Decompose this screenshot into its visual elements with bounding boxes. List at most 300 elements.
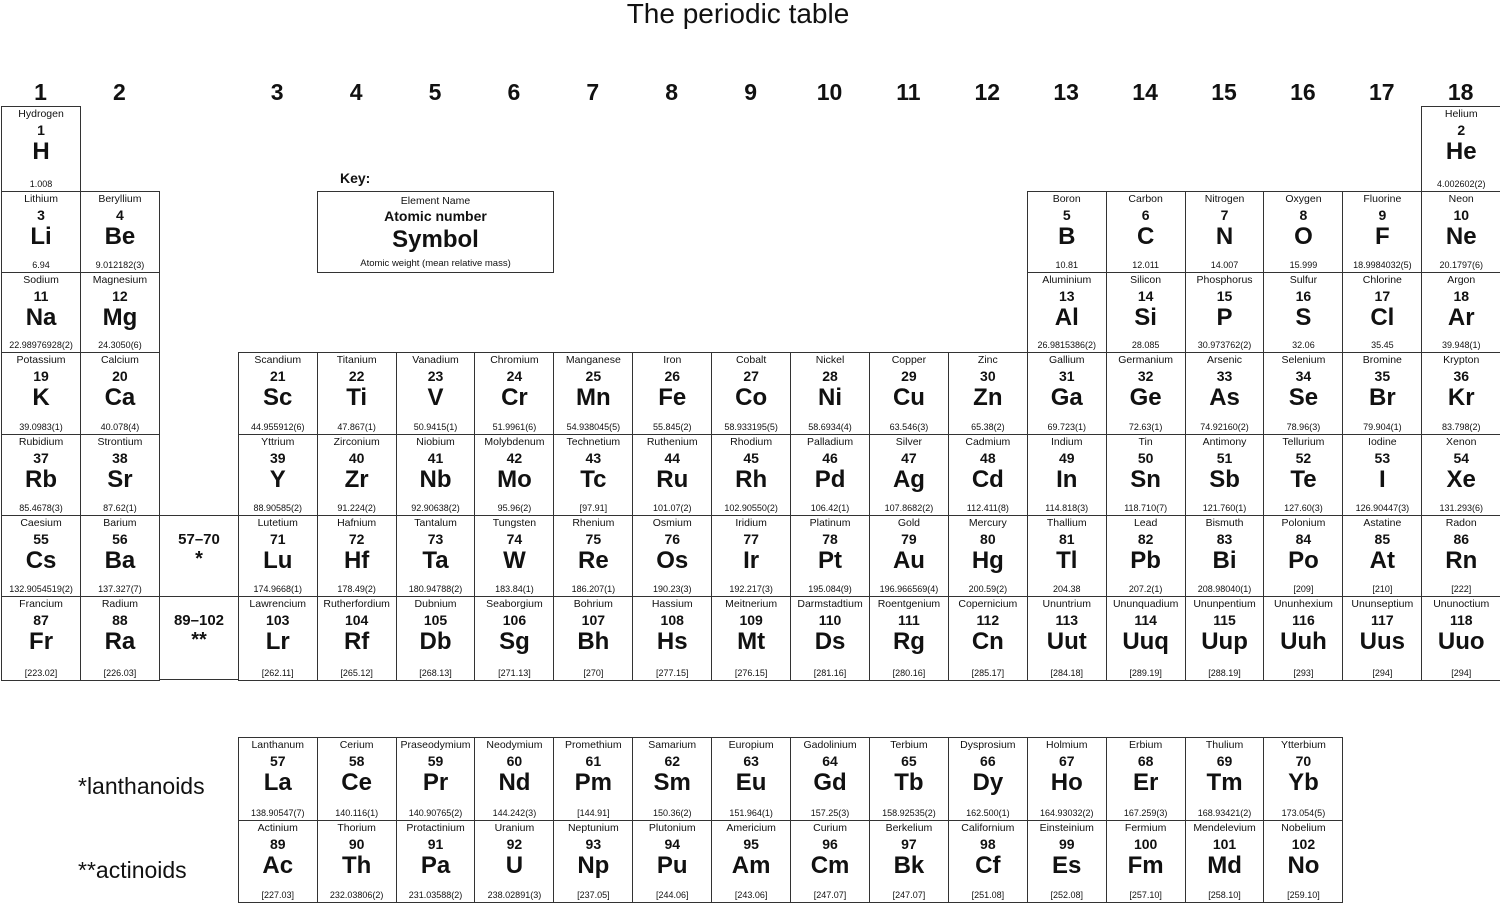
- atomic-weight: [285.17]: [971, 668, 1005, 678]
- element-name: Rubidium: [18, 436, 64, 448]
- element-la: [238, 737, 318, 821]
- element-name: Antimony: [1202, 436, 1247, 448]
- atomic-number: 68: [1137, 753, 1154, 769]
- element-f: [1342, 191, 1422, 273]
- element-ra: [80, 596, 160, 681]
- atomic-weight: 106.42(1): [810, 503, 850, 513]
- atomic-weight: 140.116(1): [335, 808, 379, 818]
- element-no: [1263, 820, 1343, 903]
- atomic-number: 108: [660, 612, 684, 628]
- element-symbol: Cr: [501, 384, 528, 411]
- atomic-weight: 55.845(2): [652, 422, 692, 432]
- element-name: Plutonium: [648, 822, 696, 834]
- atomic-number: 61: [585, 753, 602, 769]
- element-name: Rutherfordium: [323, 598, 390, 610]
- element-ge: [1106, 352, 1186, 435]
- element-symbol: Uuq: [1122, 628, 1169, 655]
- atomic-weight: [223.02]: [24, 668, 58, 678]
- element-mn: [553, 352, 633, 435]
- placeholder-star: *: [195, 548, 203, 570]
- element-symbol: Ti: [346, 384, 368, 411]
- atomic-number: 31: [1058, 368, 1075, 384]
- element-re: [553, 515, 633, 597]
- element-uus: [1342, 596, 1422, 681]
- atomic-number: 36: [1453, 368, 1470, 384]
- element-name: Gadolinium: [803, 739, 857, 751]
- atomic-number: 111: [898, 612, 920, 628]
- element-symbol: Nb: [419, 466, 452, 493]
- atomic-weight: 204.38: [1052, 584, 1081, 594]
- element-symbol: Tm: [1206, 769, 1243, 796]
- element-name: Potassium: [16, 354, 66, 366]
- atomic-number: 83: [1216, 531, 1233, 547]
- atomic-number: 5: [1062, 207, 1071, 223]
- group-number-15: 15: [1211, 79, 1237, 105]
- element-name: Zirconium: [333, 436, 380, 448]
- atomic-weight: 114.818(3): [1045, 503, 1089, 513]
- element-name: Xenon: [1446, 436, 1477, 448]
- element-name: Helium: [1444, 108, 1478, 120]
- atomic-number: 27: [743, 368, 759, 384]
- element-name: Ununquadium: [1112, 598, 1179, 610]
- element-uuh: [1263, 596, 1343, 681]
- element-i: [1342, 434, 1422, 516]
- atomic-weight: 74.92160(2): [1200, 422, 1249, 432]
- element-name: Roentgenium: [877, 598, 941, 610]
- key-symbol: Symbol: [392, 226, 479, 253]
- element-name: Darmstadtium: [797, 598, 863, 610]
- element-symbol: Ca: [104, 384, 136, 411]
- element-symbol: Rn: [1445, 547, 1478, 574]
- element-name: Gallium: [1048, 354, 1085, 366]
- element-name: Oxygen: [1285, 193, 1322, 205]
- atomic-number: 55: [33, 531, 49, 547]
- element-name: Niobium: [416, 436, 455, 448]
- atomic-weight: 157.25(3): [810, 808, 850, 818]
- atomic-number: 104: [344, 612, 369, 628]
- key-label: Key:: [340, 170, 371, 186]
- element-fe: [632, 352, 712, 435]
- element-symbol: Th: [341, 852, 372, 879]
- atomic-number: 113: [1055, 612, 1079, 628]
- atomic-weight: [271.13]: [498, 668, 531, 678]
- element-name: Bismuth: [1205, 517, 1244, 529]
- element-symbol: Zr: [344, 466, 369, 493]
- atomic-number: 72: [348, 531, 365, 547]
- element-symbol: Br: [1369, 384, 1396, 411]
- atomic-number: 80: [980, 531, 996, 547]
- atomic-number: 41: [427, 450, 444, 466]
- element-name: Tellurium: [1282, 436, 1325, 448]
- element-hg: [948, 515, 1028, 597]
- atomic-weight: 174.9668(1): [253, 584, 302, 594]
- element-symbol: Db: [419, 628, 452, 655]
- element-name: Meitnerium: [725, 598, 778, 610]
- element-symbol: Cu: [892, 384, 925, 411]
- element-cn: [948, 596, 1028, 681]
- group-number-10: 10: [816, 79, 843, 105]
- atomic-number: 82: [1137, 531, 1154, 547]
- element-symbol: I: [1379, 466, 1386, 493]
- element-he: [1421, 106, 1500, 192]
- atomic-weight: 232.03806(2): [329, 890, 384, 900]
- atomic-weight: 63.546(3): [889, 422, 929, 432]
- element-name: Mercury: [968, 517, 1007, 529]
- element-pu: [632, 820, 712, 903]
- element-name: Tantalum: [414, 517, 457, 529]
- atomic-number: 32: [1137, 368, 1154, 384]
- group-number-9: 9: [744, 79, 757, 105]
- element-si: [1106, 272, 1186, 353]
- element-name: Yttrium: [261, 436, 295, 448]
- element-tm: [1185, 737, 1265, 821]
- element-symbol: Ga: [1050, 384, 1083, 411]
- atomic-weight: 22.98976928(2): [9, 340, 73, 350]
- element-cf: [948, 820, 1028, 903]
- element-symbol: Au: [892, 547, 925, 574]
- element-symbol: No: [1287, 852, 1320, 879]
- element-symbol: Pu: [656, 852, 688, 879]
- atomic-number: 102: [1291, 836, 1316, 852]
- atomic-weight: [257.10]: [1129, 890, 1162, 900]
- atomic-weight: 91.224(2): [337, 503, 376, 513]
- element-w: [474, 515, 554, 597]
- atomic-number: 1: [37, 122, 45, 138]
- atomic-number: 69: [1216, 753, 1233, 769]
- element-name: Ununtrium: [1042, 598, 1091, 610]
- element-tl: [1027, 515, 1107, 597]
- atomic-weight: 192.217(3): [729, 584, 773, 594]
- element-symbol: Ho: [1050, 769, 1083, 796]
- atomic-weight: 39.948(1): [1441, 340, 1481, 350]
- element-name: Iridium: [735, 517, 767, 529]
- atomic-number: 87: [33, 612, 49, 628]
- atomic-weight: 83.798(2): [1441, 422, 1481, 432]
- element-symbol: Be: [104, 223, 136, 250]
- key-element-name: Element Name: [400, 195, 471, 207]
- key-atomic-number: Atomic number: [384, 208, 487, 224]
- element-mg: [80, 272, 160, 353]
- element-symbol: U: [505, 852, 524, 879]
- atomic-number: 101: [1212, 836, 1237, 852]
- group-number-3: 3: [270, 79, 284, 105]
- element-name: Selenium: [1281, 354, 1326, 366]
- group-number-5: 5: [428, 79, 442, 105]
- atomic-number: 34: [1295, 368, 1312, 384]
- atomic-number: 76: [664, 531, 681, 547]
- atomic-weight: [293]: [1293, 668, 1314, 678]
- element-symbol: S: [1295, 304, 1312, 331]
- atomic-number: 70: [1295, 753, 1312, 769]
- element-db: [396, 596, 476, 681]
- element-symbol: Rh: [735, 466, 768, 493]
- element-symbol: Ar: [1447, 304, 1475, 331]
- group-number-11: 11: [896, 79, 921, 105]
- element-name: Praseodymium: [400, 739, 471, 751]
- element-name: Astatine: [1363, 517, 1402, 529]
- element-symbol: Ne: [1445, 223, 1477, 250]
- element-uuo: [1421, 596, 1500, 681]
- group-number-6: 6: [507, 79, 521, 105]
- element-name: Neon: [1448, 193, 1474, 205]
- atomic-number: 84: [1295, 531, 1312, 547]
- element-er: [1106, 737, 1186, 821]
- element-name: Hydrogen: [18, 108, 64, 120]
- element-cm: [790, 820, 870, 903]
- element-name: Ununhexium: [1273, 598, 1333, 610]
- atomic-number: 4: [116, 207, 124, 223]
- element-symbol: Rf: [343, 628, 370, 655]
- element-te: [1263, 434, 1343, 516]
- atomic-weight: 158.92535(2): [882, 808, 936, 818]
- atomic-number: 118: [1449, 612, 1473, 628]
- atomic-number: 71: [269, 531, 286, 547]
- atomic-weight: [247.07]: [813, 890, 847, 900]
- element-symbol: Mt: [737, 628, 766, 655]
- element-name: Fluorine: [1363, 193, 1402, 205]
- atomic-weight: 92.90638(2): [411, 503, 460, 513]
- atomic-weight: [265.12]: [340, 668, 373, 678]
- element-name: Cerium: [339, 739, 374, 751]
- element-n: [1185, 191, 1265, 273]
- element-symbol: Rg: [892, 628, 925, 655]
- element-name: Bromine: [1362, 354, 1402, 366]
- element-symbol: Mg: [102, 304, 138, 331]
- lanthanoid-placeholder: [159, 515, 239, 597]
- element-name: Ytterbium: [1280, 739, 1326, 751]
- element-symbol: Ac: [262, 852, 294, 879]
- element-au: [869, 515, 949, 597]
- element-symbol: Sr: [107, 466, 133, 493]
- atomic-number: 59: [427, 753, 444, 769]
- atomic-weight: [237.05]: [577, 890, 610, 900]
- element-sm: [632, 737, 712, 821]
- element-md: [1185, 820, 1265, 903]
- atomic-weight: [227.03]: [261, 890, 294, 900]
- element-gd: [790, 737, 870, 821]
- atomic-weight: 150.36(2): [652, 808, 692, 818]
- element-name: Ununoctium: [1433, 598, 1490, 610]
- element-symbol: Bk: [893, 852, 925, 879]
- atomic-weight: 102.90550(2): [724, 503, 778, 513]
- element-symbol: Ds: [814, 628, 846, 655]
- element-name: Lawrencium: [249, 598, 307, 610]
- element-symbol: At: [1369, 547, 1395, 574]
- element-symbol: Gd: [813, 769, 847, 796]
- element-symbol: Y: [269, 466, 286, 493]
- atomic-weight: 95.96(2): [497, 503, 532, 513]
- element-po: [1263, 515, 1343, 597]
- element-symbol: Am: [731, 852, 771, 879]
- element-symbol: Xe: [1446, 466, 1476, 493]
- element-br: [1342, 352, 1422, 435]
- atomic-weight: [144.91]: [577, 808, 610, 818]
- element-name: Polonium: [1281, 517, 1326, 529]
- placeholder-range: 89–102: [173, 612, 225, 629]
- atomic-number: 26: [664, 368, 681, 384]
- element-tc: [553, 434, 633, 516]
- element-name: Thorium: [337, 822, 376, 834]
- atomic-weight: 138.90547(7): [250, 808, 305, 818]
- actinoid-placeholder: [159, 596, 239, 680]
- element-name: Californium: [961, 822, 1015, 834]
- element-symbol: Np: [577, 852, 610, 879]
- element-name: Europium: [728, 739, 774, 751]
- atomic-number: 67: [1058, 753, 1075, 769]
- element-name: Cobalt: [735, 354, 767, 366]
- element-sn: [1106, 434, 1186, 516]
- element-pm: [553, 737, 633, 821]
- atomic-weight: 12.011: [1132, 260, 1160, 270]
- atomic-weight: 137.327(7): [98, 584, 142, 594]
- atomic-number: 73: [427, 531, 444, 547]
- atomic-number: 43: [585, 450, 602, 466]
- element-name: Dysprosium: [960, 739, 1016, 751]
- element-symbol: Lu: [263, 547, 293, 574]
- element-name: Carbon: [1128, 193, 1163, 205]
- element-nd: [474, 737, 554, 821]
- atomic-weight: 167.259(3): [1123, 808, 1168, 818]
- element-h: [1, 106, 81, 192]
- element-b: [1027, 191, 1107, 273]
- element-ag: [869, 434, 949, 516]
- element-symbol: Eu: [735, 769, 767, 796]
- element-nb: [396, 434, 476, 516]
- group-number-14: 14: [1132, 79, 1158, 105]
- element-th: [317, 820, 397, 903]
- atomic-number: 16: [1295, 288, 1312, 304]
- element-name: Rhenium: [572, 517, 615, 529]
- element-pb: [1106, 515, 1186, 597]
- element-name: Boron: [1052, 193, 1081, 205]
- element-s: [1263, 272, 1343, 353]
- atomic-number: 77: [743, 531, 759, 547]
- atomic-weight: 54.938045(5): [566, 422, 621, 432]
- element-ds: [790, 596, 870, 681]
- atomic-weight: [243.06]: [734, 890, 768, 900]
- element-symbol: Yb: [1288, 769, 1319, 796]
- element-name: Sulfur: [1289, 274, 1318, 286]
- atomic-number: 95: [743, 836, 759, 852]
- element-name: Zinc: [977, 354, 998, 366]
- group-number-12: 12: [974, 79, 1001, 105]
- element-symbol: Ge: [1129, 384, 1162, 411]
- element-name: Palladium: [806, 436, 854, 448]
- atomic-number: 29: [901, 368, 917, 384]
- element-rf: [317, 596, 397, 681]
- atomic-weight: 183.84(1): [495, 584, 534, 594]
- element-name: Curium: [813, 822, 847, 834]
- atomic-number: 46: [822, 450, 838, 466]
- atomic-number: 50: [1137, 450, 1154, 466]
- element-rh: [711, 434, 791, 516]
- element-bi: [1185, 515, 1265, 597]
- atomic-number: 13: [1058, 288, 1075, 304]
- element-cd: [948, 434, 1028, 516]
- atomic-weight: 18.9984032(5): [1353, 260, 1412, 270]
- element-name: Manganese: [565, 354, 621, 366]
- element-symbol: Uuo: [1437, 628, 1485, 655]
- atomic-number: 9: [1378, 207, 1387, 223]
- atomic-weight: [280.16]: [892, 668, 926, 678]
- element-symbol: Te: [1290, 466, 1317, 493]
- element-in: [1027, 434, 1107, 516]
- element-symbol: Pr: [422, 769, 449, 796]
- atomic-number: 20: [112, 368, 128, 384]
- lanthanoids-label: *lanthanoids: [78, 773, 205, 799]
- element-name: Magnesium: [92, 274, 148, 286]
- element-lu: [238, 515, 318, 597]
- atomic-number: 22: [348, 368, 365, 384]
- group-number-7: 7: [586, 79, 600, 105]
- element-name: Strontium: [97, 436, 143, 448]
- atomic-weight: [259.10]: [1287, 890, 1320, 900]
- atomic-weight: 44.955912(6): [250, 422, 305, 432]
- element-ta: [396, 515, 476, 597]
- element-cu: [869, 352, 949, 435]
- element-symbol: Al: [1054, 304, 1079, 331]
- element-bh: [553, 596, 633, 681]
- atomic-number: 106: [502, 612, 527, 628]
- atomic-weight: 151.964(1): [729, 808, 773, 818]
- element-name: Scandium: [254, 354, 302, 366]
- atomic-number: 78: [822, 531, 838, 547]
- atomic-weight: [276.15]: [734, 668, 768, 678]
- element-symbol: Hg: [971, 547, 1004, 574]
- element-name: Chromium: [490, 354, 539, 366]
- atomic-number: 10: [1453, 207, 1470, 223]
- element-symbol: Sn: [1130, 466, 1161, 493]
- element-name: Indium: [1050, 436, 1083, 448]
- element-ir: [711, 515, 791, 597]
- atomic-weight: 10.81: [1055, 260, 1078, 270]
- element-symbol: Ag: [892, 466, 925, 493]
- element-symbol: Pm: [574, 769, 613, 796]
- element-name: Vanadium: [412, 354, 459, 366]
- atomic-number: 24: [506, 368, 523, 384]
- element-pd: [790, 434, 870, 516]
- atomic-weight: [270]: [583, 668, 604, 678]
- element-rg: [869, 596, 949, 681]
- element-name: Hafnium: [337, 517, 377, 529]
- atomic-weight: [258.10]: [1208, 890, 1241, 900]
- atomic-weight: 164.93032(2): [1039, 808, 1094, 818]
- atomic-weight: 4.002602(2): [1436, 179, 1486, 189]
- element-cl: [1342, 272, 1422, 353]
- group-number-13: 13: [1053, 79, 1079, 105]
- atomic-weight: 144.242(3): [492, 808, 537, 818]
- element-ho: [1027, 737, 1107, 821]
- element-symbol: Cs: [25, 547, 57, 574]
- element-name: Tin: [1138, 436, 1153, 448]
- actinoids-label: **actinoids: [78, 857, 187, 883]
- element-name: Neptunium: [567, 822, 619, 834]
- element-symbol: Si: [1134, 304, 1157, 331]
- element-name: Lithium: [24, 193, 58, 205]
- element-symbol: Fe: [658, 384, 687, 411]
- element-symbol: Pt: [818, 547, 843, 574]
- atomic-weight: 87.62(1): [103, 503, 137, 513]
- element-symbol: O: [1294, 223, 1313, 250]
- atomic-weight: [252.08]: [1050, 890, 1083, 900]
- element-fm: [1106, 820, 1186, 903]
- key-atomic-weight: Atomic weight (mean relative mass): [360, 258, 511, 269]
- element-symbol: Pd: [814, 466, 846, 493]
- element-symbol: Ta: [422, 547, 449, 574]
- element-y: [238, 434, 318, 516]
- atomic-weight: 208.98040(1): [1197, 584, 1252, 594]
- element-symbol: Ra: [104, 628, 136, 655]
